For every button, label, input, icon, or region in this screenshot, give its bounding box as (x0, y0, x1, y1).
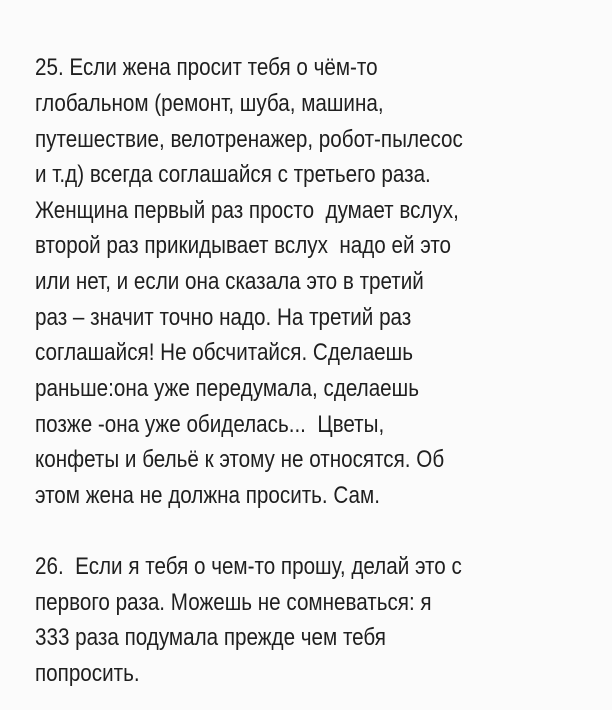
text-line: 333 раза подумала прежде чем тебя (35, 624, 386, 651)
text-line: попросить. (35, 660, 140, 687)
text-line: или нет, и если она сказала это в третий (35, 268, 424, 295)
text-line: раз – значит точно надо. На третий раз (35, 304, 412, 331)
text-line: позже -она уже обиделась... Цветы, (35, 411, 385, 438)
text-line: 25. Если жена просит тебя о чём-то (35, 54, 378, 81)
text-line: глобальном (ремонт, шуба, машина, (35, 90, 384, 117)
text-line: раньше:она уже передумала, сделаешь (35, 375, 419, 402)
text-line: соглашайся! Не обсчитайся. Сделаешь (35, 339, 413, 366)
text-line: этом жена не должна просить. Сам. (35, 482, 380, 509)
text-line: 26. Если я тебя о чем-то прошу, делай это с (35, 553, 462, 580)
text-line: Женщина первый раз просто думает вслух, (35, 197, 459, 224)
text-line: конфеты и бельё к этому не относятся. Об (35, 446, 445, 473)
text-line: и т.д) всегда соглашайся с третьего раза. (35, 161, 431, 188)
text-line: путешествие, велотренажер, робот-пылесос (35, 126, 463, 153)
text-line: первого раза. Можешь не сомневаться: я (35, 589, 432, 616)
text-line: второй раз прикидывает вслух надо ей это (35, 232, 452, 259)
